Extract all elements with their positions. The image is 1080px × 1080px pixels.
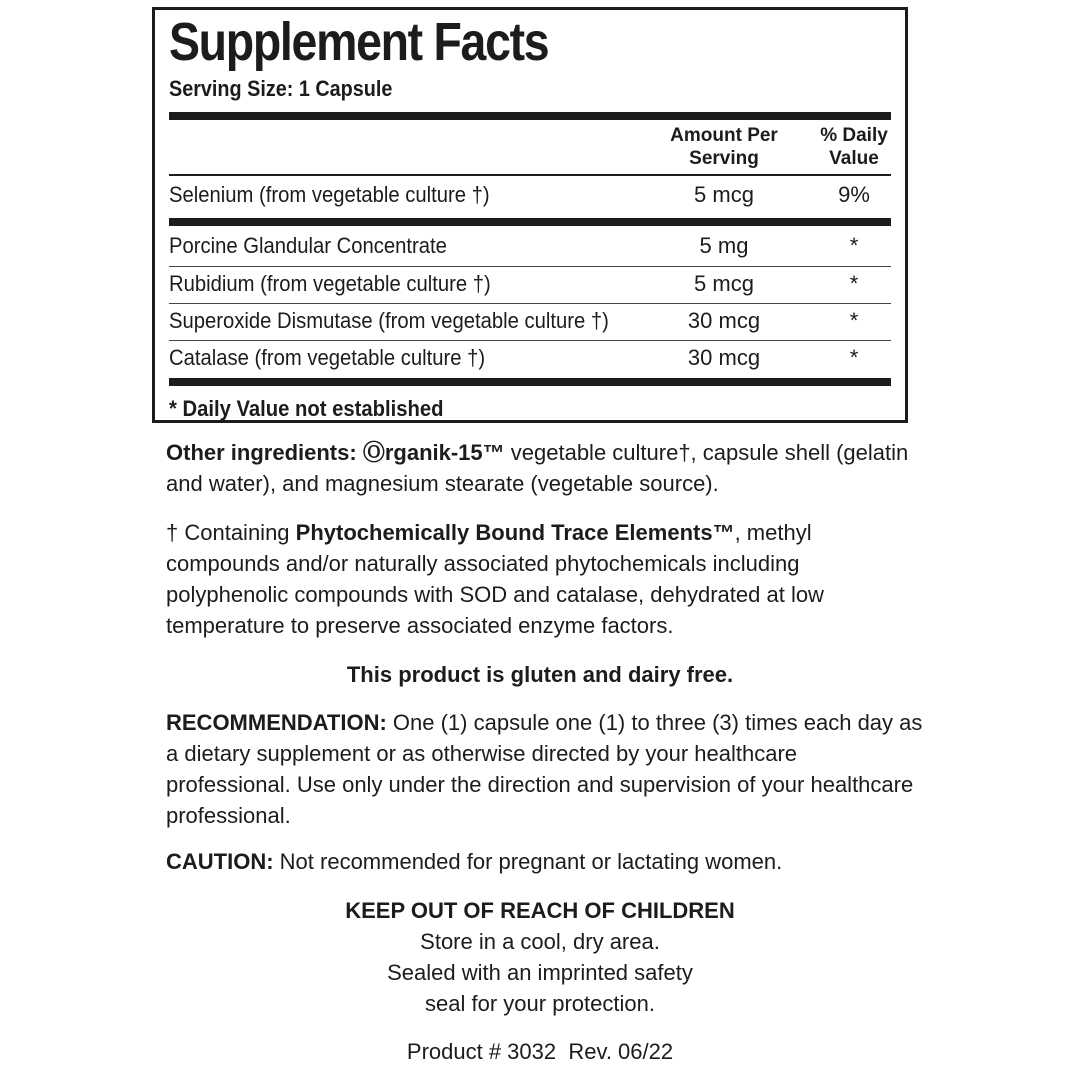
other-ingredients-label: Other ingredients:	[166, 440, 357, 465]
serving-size: Serving Size: 1 Capsule	[169, 76, 393, 101]
product-code: Product # 3032 Rev. 06/22	[406, 1039, 674, 1064]
table-row	[169, 229, 891, 263]
nutrient-daily-value: *	[849, 308, 859, 333]
nutrient-amount: 30 mcg	[687, 345, 761, 370]
trace-note-bold: Phytochemically Bound Trace Elements™	[295, 520, 735, 545]
supplement-facts-panel	[152, 7, 908, 423]
gluten-free-statement: This product is gluten and dairy free.	[346, 662, 734, 687]
nutrient-name: Catalase (from vegetable culture †)	[169, 345, 486, 370]
caution-text: Not recommended for pregnant or lactating women.	[273, 849, 783, 874]
storage-line-1: Store in a cool, dry area.	[420, 929, 660, 954]
nutrient-amount: 5 mcg	[694, 182, 754, 207]
caution	[166, 846, 926, 877]
children-warning: KEEP OUT OF REACH OF CHILDREN	[345, 898, 735, 923]
recommendation-text: One (1) capsule one (1) to three (3) times each day as a dietary supplement or as otherwise directed by your healthcare professional. Use only under the direction and supervision of your healthcare professional.	[166, 710, 923, 828]
trace-note-prefix: † Containing	[166, 520, 296, 545]
nutrient-name: Superoxide Dismutase (from vegetable culture †)	[169, 308, 609, 333]
daily-value-footnote: * Daily Value not established	[169, 396, 444, 421]
table-row	[169, 341, 891, 375]
nutrient-name: Selenium (from vegetable culture †)	[169, 182, 490, 207]
facts-title: Supplement Facts	[169, 12, 549, 72]
column-header-daily-value: % Daily Value	[820, 125, 888, 169]
nutrient-daily-value: *	[849, 233, 859, 258]
table-row	[169, 304, 891, 338]
column-header-amount: Amount Per Serving	[670, 125, 778, 169]
nutrient-amount: 5 mg	[699, 233, 749, 258]
divider-thick	[169, 112, 891, 120]
caution-label: CAUTION:	[166, 849, 274, 874]
divider	[169, 174, 891, 176]
table-row	[169, 267, 891, 301]
trace-note-text: , methyl compounds and/or naturally associated phytochemicals including polyphenolic compounds with SOD and catalase, dehydrated at low temperature to preserve associated enzyme factors.	[166, 520, 824, 638]
storage-line-2: Sealed with an imprinted safety	[387, 960, 693, 985]
trace-elements-note	[166, 517, 926, 641]
table-row	[169, 178, 891, 212]
nutrient-daily-value: 9%	[838, 182, 870, 207]
nutrient-amount: 5 mcg	[694, 271, 754, 296]
other-ingredients	[166, 437, 926, 499]
storage-line-3: seal for your protection.	[425, 991, 655, 1016]
nutrient-daily-value: *	[849, 271, 859, 296]
nutrient-name: Rubidium (from vegetable culture †)	[169, 271, 491, 296]
recommendation-label: RECOMMENDATION:	[166, 710, 387, 735]
recommendation	[166, 707, 926, 831]
other-ingredients-text: vegetable culture†, capsule shell (gelatin and water), and magnesium stearate (vegetable source).	[166, 440, 909, 496]
nutrient-daily-value: *	[849, 345, 859, 370]
brand-symbol: Ⓞ	[362, 440, 385, 465]
divider-thick	[169, 378, 891, 386]
nutrient-amount: 30 mcg	[687, 308, 761, 333]
divider-thick	[169, 218, 891, 226]
nutrient-name: Porcine Glandular Concentrate	[169, 233, 447, 258]
brand-name: rganik-15™	[384, 440, 505, 465]
